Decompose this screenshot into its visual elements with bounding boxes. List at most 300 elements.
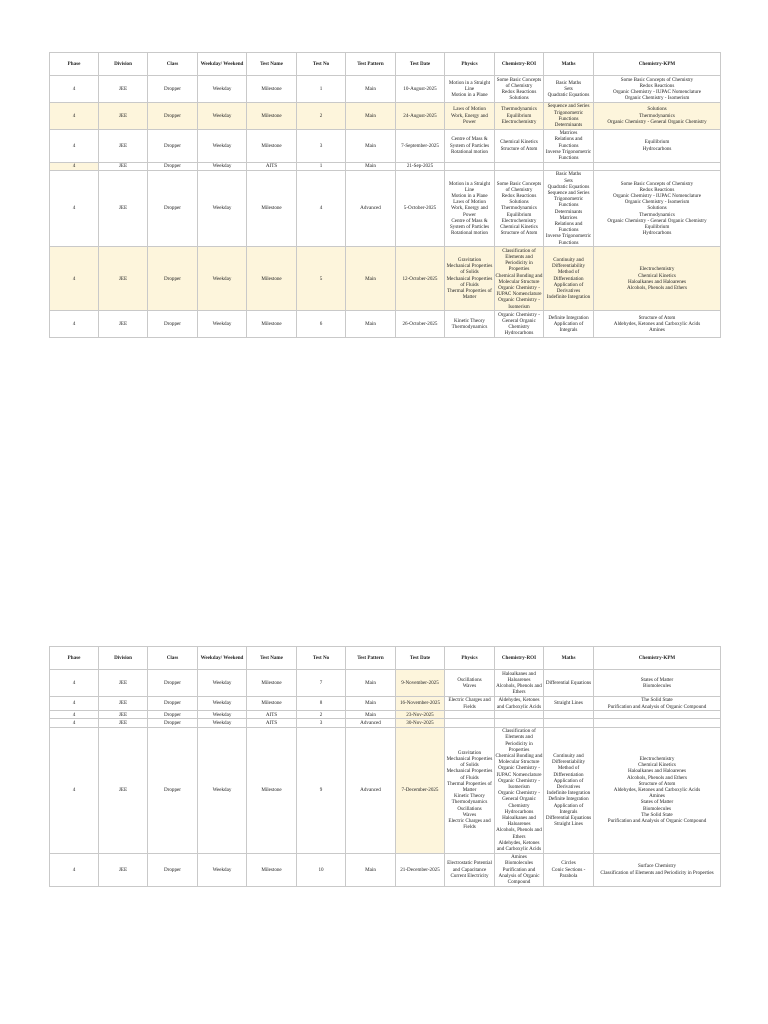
topic-item: Definite Integration	[548, 314, 589, 321]
maths-topics-cell	[544, 102, 594, 129]
physics-topics-cell	[445, 76, 495, 103]
column-header: Test No	[297, 53, 346, 76]
topic-item: Electrochemistry	[639, 756, 675, 763]
test-pattern-cell: Main	[346, 76, 396, 103]
topic-item: Work, Energy and Power	[451, 205, 488, 218]
phase-cell: 4	[50, 853, 99, 886]
topic-item: Definite Integration	[548, 796, 589, 803]
topic-item: Sequence and Series	[547, 189, 590, 196]
column-header: Maths	[544, 53, 594, 76]
column-header: Class	[148, 53, 198, 76]
table-row	[50, 162, 721, 170]
test-no-cell: 10	[297, 853, 346, 886]
table-row	[50, 247, 721, 311]
topic-item: Basic Maths	[555, 79, 582, 86]
column-header: Weekday/ Weekend	[198, 647, 247, 670]
topic-item: Application of Integrals	[553, 321, 584, 334]
weekday-cell: Weekday	[198, 696, 247, 710]
weekday-cell: Weekday	[198, 711, 247, 719]
test-name-cell: Milestone	[247, 102, 297, 129]
topic-item: The Solid State	[641, 697, 673, 704]
topic-item: Application of Integrals	[553, 802, 584, 815]
topic-item: Method of Differentiation	[553, 765, 584, 778]
test-no-cell: 6	[297, 311, 346, 338]
topic-item: Waves	[462, 811, 477, 818]
phase-cell: 4	[50, 76, 99, 103]
chemistry-kpm-topics-cell	[594, 170, 721, 246]
weekday-cell: Weekday	[198, 76, 247, 103]
table-row	[50, 670, 721, 697]
topic-item: Organic Chemistry - Isomerism	[498, 777, 540, 790]
topic-item: Motion in a Straight Line	[448, 79, 491, 92]
phase-cell: 4	[50, 311, 99, 338]
test-date-cell: 30-Nov-2025	[396, 719, 445, 727]
phase-cell: 4	[50, 711, 99, 719]
topic-item: Indefinite Integration	[546, 294, 591, 301]
physics-topics-cell	[445, 711, 495, 719]
column-header: Division	[99, 53, 148, 76]
topic-item: Sequence and Series	[547, 103, 590, 110]
physics-topics-cell	[445, 696, 495, 710]
topic-item: Rotational motion	[451, 148, 488, 155]
topic-item: Equilibrium	[644, 139, 670, 146]
test-no-cell: 3	[297, 129, 346, 162]
table-row	[50, 853, 721, 886]
topic-item: Thermal Properties of Matter	[447, 780, 492, 794]
test-no-cell: 2	[297, 711, 346, 719]
test-name-cell: Milestone	[247, 76, 297, 103]
class-cell: Dropper	[148, 711, 198, 719]
physics-topics-cell	[445, 170, 495, 246]
test-pattern-cell: Main	[346, 247, 396, 311]
topic-item: Trigonometric Functions	[553, 109, 584, 122]
division-cell: JEE	[99, 129, 148, 162]
topic-item: Current Electricity	[450, 872, 489, 879]
topic-item: Aldehydes, Ketones and Carboxylic Acids	[496, 839, 542, 852]
topic-item: Biomolecules	[504, 860, 533, 867]
physics-topics-cell	[445, 162, 495, 170]
column-header: Test Name	[247, 53, 297, 76]
test-pattern-cell: Main	[346, 696, 396, 710]
topic-item: Biomolecules	[642, 805, 671, 812]
topic-item: Centre of Mass & System of Particles	[449, 217, 490, 231]
chemistry-kpm-topics-cell	[594, 711, 721, 719]
maths-topics-cell	[544, 311, 594, 338]
chemistry-roi-topics-cell	[495, 76, 544, 103]
class-cell: Dropper	[148, 247, 198, 311]
phase-cell: 4	[50, 670, 99, 697]
topic-item: Haloalkanes and Haloarenes	[628, 278, 686, 285]
chemistry-kpm-topics-cell	[594, 129, 721, 162]
topic-item: Motion in a Straight Line	[448, 180, 491, 193]
topic-item: Hydrocarbons	[642, 230, 672, 237]
test-pattern-cell: Main	[346, 711, 396, 719]
header-row	[50, 53, 721, 76]
weekday-cell: Weekday	[198, 853, 247, 886]
division-cell: JEE	[99, 162, 148, 170]
topic-item: Motion in a Plane	[451, 92, 488, 98]
column-header: Chemistry-KPM	[594, 647, 721, 670]
topic-item: Solutions	[647, 106, 667, 113]
topic-item: The Solid State	[641, 811, 673, 818]
column-header: Test No	[297, 647, 346, 670]
schedule-table-page-1	[49, 52, 721, 338]
topic-item: Circles	[561, 860, 576, 867]
chemistry-kpm-topics-cell	[594, 311, 721, 338]
test-no-cell: 5	[297, 247, 346, 311]
topic-item: Method of Differentiation	[553, 269, 584, 282]
topic-item: Classification of Elements and Periodicity in Properties	[600, 869, 714, 876]
topic-item: Thermodynamics	[501, 205, 537, 212]
test-no-cell: 1	[297, 162, 346, 170]
chemistry-kpm-topics-cell	[594, 76, 721, 103]
class-cell: Dropper	[148, 853, 198, 886]
topic-item: Mechanical Properties of Solids	[446, 263, 493, 276]
test-date-cell: 21-Sep-2025	[396, 162, 445, 170]
phase-cell: 4	[50, 696, 99, 710]
maths-topics-cell	[544, 129, 594, 162]
topic-item: Centre of Mass & System of Particles	[449, 136, 490, 149]
test-no-cell: 1	[297, 76, 346, 103]
chemistry-kpm-topics-cell	[594, 727, 721, 853]
physics-topics-cell	[445, 311, 495, 338]
column-header: Test Name	[247, 647, 297, 670]
table-row	[50, 719, 721, 727]
column-header: Class	[148, 647, 198, 670]
topic-item: Matrices	[559, 214, 578, 221]
topic-item: Some Basic Concepts of Chemistry	[620, 180, 694, 187]
topic-item: Continuity and Differentiability	[551, 752, 585, 766]
test-name-cell: Milestone	[247, 247, 297, 311]
test-pattern-cell: Advanced	[346, 719, 396, 727]
topic-item: Work, Energy and Power	[451, 112, 488, 125]
topic-item: Hydrocarbons	[642, 145, 672, 152]
maths-topics-cell	[544, 76, 594, 103]
topic-item: Redox Reactions	[501, 88, 537, 95]
topic-item: Electric Charges and Fields	[448, 697, 491, 710]
class-cell: Dropper	[148, 727, 198, 853]
maths-topics-cell	[544, 696, 594, 710]
topic-item: Surface Chemistry	[637, 863, 677, 870]
table-row	[50, 696, 721, 710]
class-cell: Dropper	[148, 170, 198, 246]
column-header: Weekday/ Weekend	[198, 53, 247, 76]
topic-item: States of Matter	[640, 799, 674, 806]
topic-item: Chemical Kinetics	[500, 224, 538, 231]
physics-topics-cell	[445, 670, 495, 697]
weekday-cell: Weekday	[198, 670, 247, 697]
maths-topics-cell	[544, 727, 594, 853]
topic-item: Structure of Atom	[500, 145, 538, 152]
header-row	[50, 647, 721, 670]
topic-item: Mechanical Properties of Fluids	[446, 768, 493, 781]
test-date-cell: 5-October-2025	[396, 170, 445, 246]
test-pattern-cell: Main	[346, 311, 396, 338]
topic-item: Structure of Atom	[638, 780, 676, 787]
test-name-cell: Milestone	[247, 170, 297, 246]
topic-item: Sets	[564, 85, 573, 92]
chemistry-roi-topics-cell	[495, 853, 544, 886]
phase-cell: 4	[50, 727, 99, 853]
topic-item: Haloalkanes and Haloarenes	[628, 768, 686, 775]
division-cell: JEE	[99, 853, 148, 886]
maths-topics-cell	[544, 170, 594, 246]
topic-item: Oscillations	[457, 805, 482, 812]
column-header: Test Date	[396, 53, 445, 76]
table-row	[50, 102, 721, 129]
phase-cell: 4	[50, 247, 99, 311]
physics-topics-cell	[445, 102, 495, 129]
test-name-cell: Milestone	[247, 696, 297, 710]
topic-item: Haloalkanes and Haloarenes	[502, 814, 536, 828]
topic-item: Thermal Properties of Matter	[447, 288, 492, 301]
chemistry-roi-topics-cell	[495, 102, 544, 129]
topic-item: Waves	[462, 682, 477, 689]
topic-item: Mechanical Properties of Fluids	[446, 275, 493, 288]
column-header: Chemistry-KPM	[594, 53, 721, 76]
test-pattern-cell: Main	[346, 129, 396, 162]
physics-topics-cell	[445, 853, 495, 886]
topic-item: Organic Chemistry - IUPAC Nomenclature	[496, 765, 542, 778]
test-pattern-cell: Main	[346, 102, 396, 129]
topic-item: Redox Reactions	[639, 186, 675, 193]
chemistry-kpm-topics-cell	[594, 853, 721, 886]
phase-cell: 4	[50, 170, 99, 246]
topic-item: States of Matter	[640, 676, 674, 683]
test-no-cell: 9	[297, 727, 346, 853]
topic-item: Aldehydes, Ketones and Carboxylic Acids	[613, 787, 701, 794]
test-date-cell: 10-August-2025	[396, 76, 445, 103]
test-pattern-cell: Advanced	[346, 727, 396, 853]
topic-item: Amines	[511, 854, 527, 861]
topic-item: Oscillations	[457, 676, 482, 683]
test-name-cell: AITS	[247, 162, 297, 170]
topic-item: Structure of Atom	[500, 230, 538, 237]
test-pattern-cell: Advanced	[346, 170, 396, 246]
weekday-cell: Weekday	[198, 247, 247, 311]
physics-topics-cell	[445, 727, 495, 853]
topic-item: Laws of Motion	[453, 106, 486, 113]
topic-item: Classification of Elements and Periodicity in Properties	[502, 728, 536, 753]
test-pattern-cell: Main	[346, 670, 396, 697]
topic-item: Chemical Bonding and Molecular Structure	[495, 272, 543, 285]
topic-item: Hydrocarbons	[504, 330, 534, 337]
weekday-cell: Weekday	[198, 170, 247, 246]
topic-item: Electric Charges and Fields	[448, 818, 491, 831]
chemistry-kpm-topics-cell	[594, 670, 721, 697]
weekday-cell: Weekday	[198, 719, 247, 727]
chemistry-kpm-topics-cell	[594, 696, 721, 710]
topic-item: Some Basic Concepts of Chemistry	[496, 180, 542, 193]
column-header: Phase	[50, 647, 99, 670]
class-cell: Dropper	[148, 670, 198, 697]
topic-item: Straight Lines	[554, 700, 583, 707]
test-name-cell: Milestone	[247, 311, 297, 338]
topic-item: Trigonometric Functions	[553, 196, 584, 209]
table-row	[50, 76, 721, 103]
chemistry-kpm-topics-cell	[594, 247, 721, 311]
topic-item: Organic Chemistry - General Organic Chemistry	[498, 790, 540, 809]
topic-item: Redox Reactions	[501, 193, 537, 200]
topic-item: Basic Maths	[555, 171, 582, 178]
topic-item: Indefinite Integration	[546, 790, 591, 797]
schedule-table-page-2	[49, 646, 721, 887]
table-row	[50, 727, 721, 853]
topic-item: Solutions	[509, 199, 529, 206]
chemistry-kpm-topics-cell	[594, 162, 721, 170]
class-cell: Dropper	[148, 311, 198, 338]
topic-item: Motion in a Plane	[451, 193, 488, 200]
division-cell: JEE	[99, 727, 148, 853]
class-cell: Dropper	[148, 696, 198, 710]
test-no-cell: 4	[297, 170, 346, 246]
class-cell: Dropper	[148, 102, 198, 129]
topic-item: Organic Chemistry - General Organic Chemistry	[607, 118, 707, 125]
test-name-cell: AITS	[247, 719, 297, 727]
topic-item: Equilibrium	[506, 112, 532, 119]
chemistry-roi-topics-cell	[495, 727, 544, 853]
division-cell: JEE	[99, 670, 148, 697]
topic-item: Sets	[564, 177, 573, 184]
test-no-cell: 7	[297, 670, 346, 697]
test-pattern-cell: Main	[346, 162, 396, 170]
phase-cell: 4	[50, 719, 99, 727]
topic-item: Alcohols, Phenols and Ethers	[496, 827, 542, 840]
maths-topics-cell	[544, 247, 594, 311]
topic-item: Differential Equations	[545, 814, 592, 821]
table-row	[50, 311, 721, 338]
topic-item: Classification of Elements and Periodicity in Properties	[502, 247, 536, 273]
division-cell: JEE	[99, 711, 148, 719]
topic-item: Kinetic Theory	[454, 318, 485, 325]
physics-topics-cell	[445, 719, 495, 727]
maths-topics-cell	[544, 162, 594, 170]
topic-item: Continuity and Differentiability	[551, 257, 585, 270]
chemistry-kpm-topics-cell	[594, 719, 721, 727]
topic-item: Organic Chemistry - General Organic Chemistry	[607, 217, 707, 224]
class-cell: Dropper	[148, 129, 198, 162]
test-date-cell: 7-December-2025	[396, 727, 445, 853]
division-cell: JEE	[99, 102, 148, 129]
topic-item: Differential Equations	[545, 679, 592, 686]
topic-item: Biomolecules	[642, 682, 671, 689]
test-date-cell: 9-November-2025	[396, 670, 445, 697]
topic-item: Chemical Kinetics	[500, 139, 538, 146]
chemistry-roi-topics-cell	[495, 129, 544, 162]
topic-item: Organic Chemistry - Isomerism	[624, 199, 690, 206]
test-name-cell: Milestone	[247, 670, 297, 697]
maths-topics-cell	[544, 711, 594, 719]
topic-item: Rotational motion	[451, 230, 488, 237]
weekday-cell: Weekday	[198, 727, 247, 853]
topic-item: Gravitation	[457, 749, 482, 756]
chemistry-roi-topics-cell	[495, 247, 544, 311]
physics-topics-cell	[445, 129, 495, 162]
division-cell: JEE	[99, 696, 148, 710]
topic-item: Determinants	[554, 208, 583, 215]
topic-item: Alcohols, Phenols and Ethers	[627, 774, 687, 781]
topic-item: Some Basic Concepts of Chemistry	[496, 76, 542, 89]
test-date-cell: 12-October-2025	[396, 247, 445, 311]
division-cell: JEE	[99, 311, 148, 338]
column-header: Test Pattern	[346, 647, 396, 670]
topic-item: Determinants	[554, 121, 583, 128]
topic-item: Thermodynamics	[451, 799, 488, 806]
phase-cell: 4	[50, 162, 99, 170]
topic-item: Amines	[649, 327, 665, 334]
table-row	[50, 170, 721, 246]
topic-item: Aldehydes, Ketones and Carboxylic Acids	[496, 697, 542, 710]
chemistry-roi-topics-cell	[495, 719, 544, 727]
topic-item: Redox Reactions	[639, 82, 675, 89]
phase-cell: 4	[50, 102, 99, 129]
column-header: Chemistry-ROI	[495, 53, 544, 76]
topic-item: Kinetic Theory	[454, 793, 485, 800]
column-header: Phase	[50, 53, 99, 76]
chemistry-kpm-topics-cell	[594, 102, 721, 129]
test-date-cell: 23-Nov-2025	[396, 711, 445, 719]
topic-item: Application of Derivatives	[553, 281, 584, 295]
test-pattern-cell: Main	[346, 853, 396, 886]
topic-item: Laws of Motion	[453, 199, 486, 206]
topic-item: Straight Lines	[554, 821, 583, 828]
topic-item: Chemical Kinetics	[638, 762, 676, 769]
class-cell: Dropper	[148, 719, 198, 727]
topic-item: Matrices	[559, 130, 578, 137]
column-header: Physics	[445, 647, 495, 670]
topic-item: Equilibrium	[506, 211, 532, 218]
table-row	[50, 711, 721, 719]
topic-item: Relations and Functions	[554, 220, 583, 234]
column-header: Physics	[445, 53, 495, 76]
test-name-cell: AITS	[247, 711, 297, 719]
topic-item: Chemical Bonding and Molecular Structure	[495, 752, 543, 766]
topic-item: Application of Derivatives	[553, 777, 584, 790]
topic-item: Purification and Analysis of Organic Compound	[498, 866, 540, 885]
topic-item: Electrostatic Potential and Capacitance	[447, 860, 492, 873]
maths-topics-cell	[544, 853, 594, 886]
column-header: Test Pattern	[346, 53, 396, 76]
test-date-cell: 21-December-2025	[396, 853, 445, 886]
weekday-cell: Weekday	[198, 162, 247, 170]
maths-topics-cell	[544, 719, 594, 727]
topic-item: Purification and Analysis of Organic Compound	[607, 703, 707, 710]
maths-topics-cell	[544, 670, 594, 697]
topic-item: Purification and Analysis of Organic Compound	[607, 818, 707, 825]
weekday-cell: Weekday	[198, 129, 247, 162]
chemistry-roi-topics-cell	[495, 696, 544, 710]
topic-item: Electrochemistry	[501, 217, 537, 224]
test-date-cell: 16-November-2025	[396, 696, 445, 710]
topic-item: Quadratic Equations	[547, 183, 590, 190]
topic-item: Organic Chemistry - IUPAC Nomenclature	[613, 88, 701, 95]
topic-item: Chemical Kinetics	[638, 272, 676, 279]
table-row	[50, 129, 721, 162]
topic-item: Inverse Trigonometric Functions	[545, 148, 592, 161]
test-name-cell: Milestone	[247, 129, 297, 162]
class-cell: Dropper	[148, 76, 198, 103]
column-header: Chemistry-ROI	[495, 647, 544, 670]
test-no-cell: 8	[297, 696, 346, 710]
weekday-cell: Weekday	[198, 311, 247, 338]
topic-item: Some Basic Concepts of Chemistry	[620, 76, 694, 83]
topic-item: Alcohols, Phenols and Ethers	[496, 682, 542, 696]
topic-item: Organic Chemistry - Isomerism	[498, 297, 540, 310]
topic-item: Solutions	[509, 95, 529, 102]
phase-cell: 4	[50, 129, 99, 162]
topic-item: Equilibrium	[644, 224, 670, 231]
test-no-cell: 3	[297, 719, 346, 727]
